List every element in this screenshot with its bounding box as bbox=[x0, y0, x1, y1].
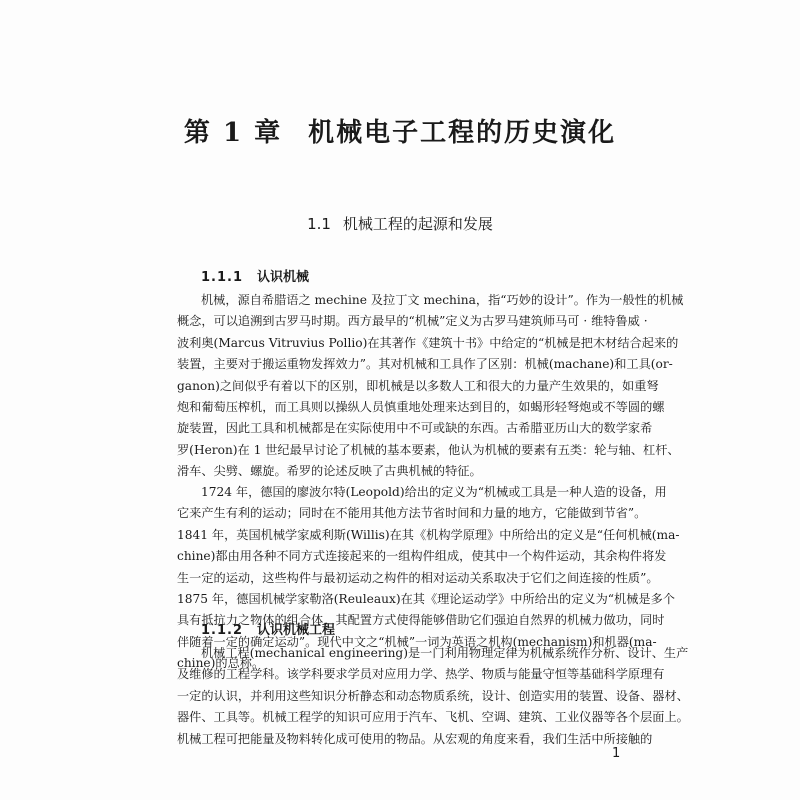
text-line: 伴随着一定的确定运动”。现代中文之“机械”一词为英语之机构(mechanism)和机器(ma- bbox=[177, 634, 657, 649]
subsection-number: 1.1.1 bbox=[201, 270, 244, 285]
text-line: 旋装置，因此工具和机械都是在实际使用中不可或缺的东西。古希腊亚历山大的数学家希 bbox=[177, 421, 653, 436]
text-line: 一定的认识，并利用这些知识分析静态和动态物质系统，设计、创造实用的装置、设备、器材、 bbox=[177, 688, 689, 703]
text-line: 器件、工具等。机械工程学的知识可应用于汽车、飞机、空调、建筑、工业仪器等各个层面上。 bbox=[177, 710, 689, 725]
text-line: 具有抵抗力之物体的组合体，其配置方式使得能够借助它们强迫自然界的机械力做功，同时 bbox=[177, 613, 665, 628]
text-line: chine)的总称。 bbox=[177, 656, 265, 671]
text-line: ganon)之间似乎有着以下的区别，即机械是以多数人工和很大的力量产生效果的，如重弩 bbox=[177, 378, 659, 393]
text-line: 1875 年，德国机械学家勒洛(Reuleaux)在其《理论运动学》中所给出的定义为“机械是多个 bbox=[177, 592, 675, 607]
subsection-heading bbox=[201, 266, 309, 285]
chapter-title-text: 机械电子工程的历史演化 bbox=[308, 118, 617, 148]
text-line: 概念，可以追溯到古罗马时期。西方最早的“机械”定义为古罗马建筑师马可 · 维特鲁威 · bbox=[177, 314, 648, 329]
text-line: 机械，源自希腊语之 mechine 及拉丁文 mechina，指“巧妙的设计”。作为一般性的机械 bbox=[201, 293, 684, 307]
section-heading bbox=[0, 213, 800, 234]
subsection-heading bbox=[201, 619, 335, 638]
text-line: 波利奥(Marcus Vitruvius Pollio)在其著作《建筑十书》中给定的“机械是把木材结合起来的 bbox=[177, 335, 679, 350]
subsection-title: 认识机械工程 bbox=[257, 623, 336, 638]
text-line: 生一定的运动，这些构件与最初运动之构件的相对运动关系取决于它们之间连接的性质”。 bbox=[177, 570, 659, 585]
paragraph bbox=[177, 290, 684, 483]
text-line: 滑车、尖劈、螺旋。希罗的论述反映了古典机械的特征。 bbox=[177, 464, 482, 479]
page-number: 1 bbox=[612, 746, 621, 761]
text-line: 及维修的工程学科。该学科要求学员对应用力学、热学、物质与能量守恒等基础科学原理有 bbox=[177, 667, 665, 682]
text-line: 罗(Heron)在 1 世纪最早讨论了机械的基本要素，他认为机械的要素有五类：轮与轴、杠杆、 bbox=[177, 442, 680, 457]
text-line: 机械工程可把能量及物料转化成可使用的物品。从宏观的角度来看，我们生活中所接触的 bbox=[177, 731, 653, 746]
text-line: 炮和葡萄压榨机，而工具则以操纵人员慎重地处理来达到目的，如蝎形轻弩炮或不等圆的螺 bbox=[177, 400, 665, 415]
section-number: 1.1 bbox=[307, 215, 331, 233]
text-line: 1841 年，英国机械学家威利斯(Willis)在其《机构学原理》中所给出的定义是“任何机械(ma- bbox=[177, 527, 680, 542]
text-line: 1724 年，德国的廖波尔特(Leopold)给出的定义为“机械或工具是一种人造的设备，用 bbox=[201, 485, 667, 499]
paragraph bbox=[177, 643, 689, 750]
chapter-title bbox=[0, 112, 800, 149]
chapter-number: 第 1 章 bbox=[183, 118, 283, 148]
text-line: chine)都由用各种不同方式连接起来的一组构件组成，使其中一个构件运动，其余构件将发 bbox=[177, 549, 667, 564]
text-line: 机械工程(mechanical engineering)是一门利用物理定律为机械系统作分析、设计、生产 bbox=[201, 646, 689, 660]
text-line: 它来产生有利的运动；同时在不能用其他方法节省时间和力量的地方，它能做到节省”。 bbox=[177, 506, 647, 521]
section-title-text: 机械工程的起源和发展 bbox=[342, 215, 493, 233]
subsection-title: 认识机械 bbox=[257, 270, 310, 285]
subsection-number: 1.1.2 bbox=[201, 623, 244, 638]
text-line: 装置，主要对于搬运重物发挥效力”。其对机械和工具作了区别：机械(machane)和工具(or- bbox=[177, 357, 673, 372]
